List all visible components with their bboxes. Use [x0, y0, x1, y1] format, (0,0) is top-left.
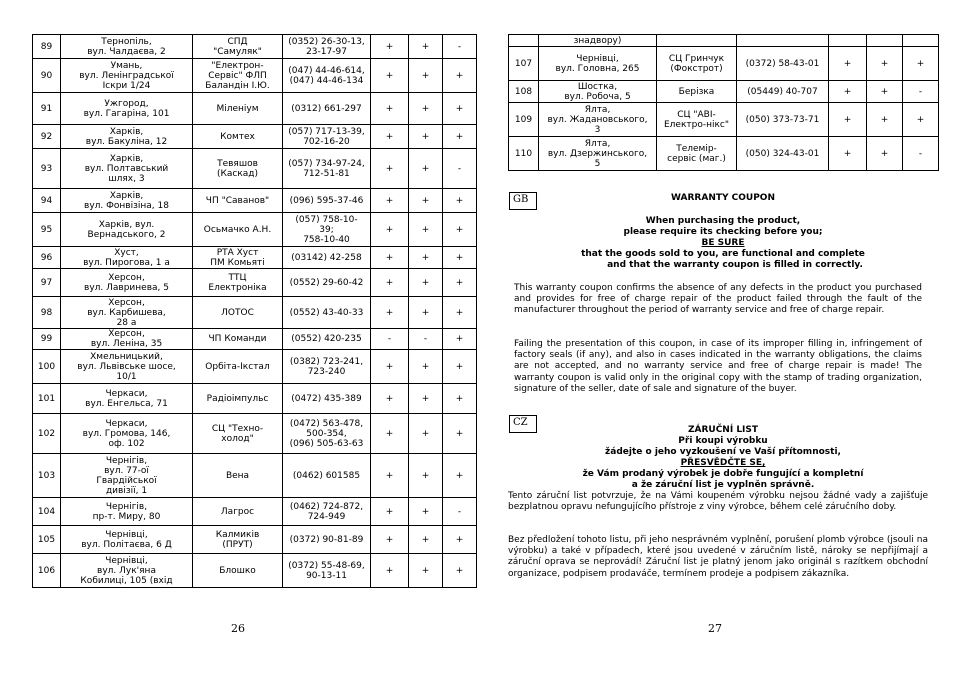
row-number: 106 [33, 554, 61, 588]
row-number: 97 [33, 269, 61, 297]
row-number: 107 [509, 47, 539, 81]
table-row [33, 350, 477, 384]
mark-cell-1: + [829, 103, 867, 137]
row-number: 98 [33, 297, 61, 329]
table-row [509, 81, 939, 103]
center-name-cell: СЦ Гринчук (Фокстрот) [657, 47, 737, 81]
row-number [509, 35, 539, 47]
phone-cell: (03142) 42-258 [283, 247, 371, 269]
row-number: 89 [33, 35, 61, 59]
table-row [33, 297, 477, 329]
row-number: 109 [509, 103, 539, 137]
mark-cell-3: + [443, 213, 477, 247]
mark-cell-2: + [409, 526, 443, 554]
row-number: 94 [33, 189, 61, 213]
gb-line5: and that the warranty coupon is filled in correctly. [607, 260, 863, 270]
mark-cell-3 [903, 35, 939, 47]
table-row [33, 59, 477, 93]
row-number: 100 [33, 350, 61, 384]
center-name-cell: РТА Хуст ПМ Комьяті [193, 247, 283, 269]
mark-cell-2: + [409, 384, 443, 414]
mark-cell-3: - [903, 137, 939, 171]
mark-cell-2: + [409, 59, 443, 93]
service-centers-table-left [32, 34, 477, 588]
table-row [33, 93, 477, 125]
mark-cell-1: + [371, 247, 409, 269]
center-name-cell: Блошко [193, 554, 283, 588]
row-number: 108 [509, 81, 539, 103]
table-row [33, 213, 477, 247]
phone-cell: (0552) 43-40-33 [283, 297, 371, 329]
mark-cell-1: - [371, 329, 409, 350]
phone-cell: (0352) 26-30-13, 23-17-97 [283, 35, 371, 59]
mark-cell-2 [867, 35, 903, 47]
center-name-cell: Телемір- сервіс (маг.) [657, 137, 737, 171]
center-name-cell: СПД "Самуляк" [193, 35, 283, 59]
row-number: 91 [33, 93, 61, 125]
cz-paragraph-2: Bez předložení tohoto listu, při jeho nesprávném vyplnění, porušení plomb výrobce (jsouli na výrobku) a také v případech, které jsou uvedené v záručním listě, nároky se nepřijímají a záruční oprava se neprovádí! Záruční list je platný jenom jako originál s razítkem obchodní organizace, podpisem prodaváče, termínem prodeje a podpisem zákazníka. [508, 535, 928, 579]
table-row [33, 125, 477, 149]
mark-cell-2: - [409, 329, 443, 350]
row-number: 99 [33, 329, 61, 350]
center-name-cell: Радіоімпульс [193, 384, 283, 414]
mark-cell-1: + [371, 189, 409, 213]
address-cell: Тернопіль, вул. Чалдаєва, 2 [61, 35, 193, 59]
mark-cell-3: + [903, 47, 939, 81]
mark-cell-1: + [829, 81, 867, 103]
mark-cell-1: + [829, 137, 867, 171]
address-cell: Херсон, вул. Лавринева, 5 [61, 269, 193, 297]
gb-line2: please require its checking before you; [623, 227, 823, 237]
mark-cell-2: + [409, 350, 443, 384]
mark-cell-3: + [443, 125, 477, 149]
phone-cell: (0552) 29-60-42 [283, 269, 371, 297]
table-row [33, 35, 477, 59]
mark-cell-2: + [409, 554, 443, 588]
center-name-cell: Лагрос [193, 498, 283, 526]
mark-cell-2: + [409, 93, 443, 125]
phone-cell: (0312) 661-297 [283, 93, 371, 125]
mark-cell-3: - [443, 498, 477, 526]
mark-cell-2: + [867, 81, 903, 103]
mark-cell-1: + [371, 125, 409, 149]
phone-cell: (050) 324-43-01 [737, 137, 829, 171]
table-row [509, 103, 939, 137]
mark-cell-1: + [371, 454, 409, 498]
table-row [509, 137, 939, 171]
center-name-cell: Міленіум [193, 93, 283, 125]
mark-cell-2: + [409, 35, 443, 59]
center-name-cell: ЧП "Саванов" [193, 189, 283, 213]
mark-cell-3: + [443, 454, 477, 498]
cz-line2: žádejte o jeho vyzkoušení ve Vaší přítomnosti, [605, 447, 841, 457]
mark-cell-3: - [443, 35, 477, 59]
cz-presvedcte: PŘESVĚDČTE SE, [680, 458, 766, 468]
mark-cell-3: + [443, 269, 477, 297]
center-name-cell: ЧП Команди [193, 329, 283, 350]
phone-cell: (0372) 90-81-89 [283, 526, 371, 554]
row-number: 92 [33, 125, 61, 149]
mark-cell-1: + [371, 297, 409, 329]
address-cell: Черкаси, вул. Громова, 146, оф. 102 [61, 414, 193, 454]
phone-cell: (0372) 55-48-69, 90-13-11 [283, 554, 371, 588]
mark-cell-2: + [409, 297, 443, 329]
address-cell: Чернігів, пр-т. Миру, 80 [61, 498, 193, 526]
address-cell: Чернівці, вул. Головна, 265 [539, 47, 657, 81]
table-row [33, 454, 477, 498]
page-number-left: 26 [231, 622, 245, 635]
center-name-cell: Тевяшов (Каскад) [193, 149, 283, 189]
table-row [509, 47, 939, 81]
cz-title: ZÁRUČNÍ LIST [687, 425, 759, 435]
cz-language-box: CZ [509, 415, 537, 433]
mark-cell-2: + [409, 498, 443, 526]
phone-cell: (057) 734-97-24, 712-51-81 [283, 149, 371, 189]
gb-paragraph-2: Failing the presentation of this coupon, in case of its improper filling in, infringement of factory seals (if any), and also in cases indicated in the warranty obligations, the claims are not accepted, and no warranty service and free of charge repair is made! The warranty coupon is valid only in the original copy with the stamp of trading organization, signature of the seller, date of sale and signature of the buyer. [514, 339, 922, 394]
address-cell: Чернівці, вул. Політаєва, 6 Д [61, 526, 193, 554]
mark-cell-3: + [443, 526, 477, 554]
phone-cell: (096) 595-37-46 [283, 189, 371, 213]
address-cell: Чернігів, вул. 77-ої Гвардійської дивізії, 1 [61, 454, 193, 498]
phone-cell: (047) 44-46-614, (047) 44-46-134 [283, 59, 371, 93]
mark-cell-3: + [443, 329, 477, 350]
gb-title: WARRANTY COUPON [671, 193, 775, 203]
phone-cell: (0382) 723-241, 723-240 [283, 350, 371, 384]
center-name-cell: Вена [193, 454, 283, 498]
mark-cell-1: + [371, 526, 409, 554]
mark-cell-1: + [371, 93, 409, 125]
table-row [33, 414, 477, 454]
mark-cell-3: + [443, 350, 477, 384]
mark-cell-1: + [371, 59, 409, 93]
center-name-cell: ТТЦ Електроніка [193, 269, 283, 297]
address-cell: Харків, вул. Полтавський шлях, 3 [61, 149, 193, 189]
mark-cell-2: + [409, 269, 443, 297]
mark-cell-2: + [409, 247, 443, 269]
row-number: 110 [509, 137, 539, 171]
center-name-cell: ЛОТОС [193, 297, 283, 329]
address-cell: Умань, вул. Ленінградської Іскри 1/24 [61, 59, 193, 93]
table-row [33, 498, 477, 526]
gb-paragraph-1: This warranty coupon confirms the absence of any defects in the product you purchased and provides for free of charge repair of the product failed through the fault of the manufacturer throughout the period of warranty service and free of charge repair. [514, 283, 922, 316]
mark-cell-1: + [371, 269, 409, 297]
table-row [33, 554, 477, 588]
address-cell: Харків, вул. Вернадського, 2 [61, 213, 193, 247]
address-cell: Хмельницький, вул. Львівське шосе, 10/1 [61, 350, 193, 384]
address-cell: знадвору) [539, 35, 657, 47]
mark-cell-3: + [443, 93, 477, 125]
phone-cell: (057) 758-10- 39; 758-10-40 [283, 213, 371, 247]
mark-cell-2: + [867, 137, 903, 171]
mark-cell-1: + [371, 35, 409, 59]
address-cell: Шостка, вул. Робоча, 5 [539, 81, 657, 103]
mark-cell-3: - [443, 149, 477, 189]
center-name-cell: Комтех [193, 125, 283, 149]
mark-cell-1: + [371, 498, 409, 526]
address-cell: Черкаси, вул. Енгельса, 71 [61, 384, 193, 414]
mark-cell-1 [829, 35, 867, 47]
center-name-cell: Калмиків (ПРУТ) [193, 526, 283, 554]
cz-line1: Při koupi výrobku [678, 436, 768, 446]
phone-cell: (0462) 601585 [283, 454, 371, 498]
row-number: 96 [33, 247, 61, 269]
mark-cell-3: + [443, 297, 477, 329]
phone-cell: (050) 373-73-71 [737, 103, 829, 137]
gb-line1: When purchasing the product, [645, 216, 801, 226]
row-number: 101 [33, 384, 61, 414]
table-row [33, 247, 477, 269]
mark-cell-3: + [443, 384, 477, 414]
phone-cell: (05449) 40-707 [737, 81, 829, 103]
mark-cell-3: + [443, 554, 477, 588]
mark-cell-1: + [371, 149, 409, 189]
row-number: 90 [33, 59, 61, 93]
service-centers-table-right [508, 34, 939, 171]
table-row [33, 329, 477, 350]
phone-cell: (057) 717-13-39, 702-16-20 [283, 125, 371, 149]
mark-cell-1: + [371, 554, 409, 588]
gb-be-sure: BE SURE [701, 238, 745, 248]
mark-cell-2: + [867, 47, 903, 81]
center-name-cell: Орбіта-Ікстал [193, 350, 283, 384]
page-number-right: 27 [708, 622, 722, 635]
address-cell: Чернівці, вул. Лук'яна Кобилиці, 105 (вхід [61, 554, 193, 588]
row-number: 104 [33, 498, 61, 526]
row-number: 93 [33, 149, 61, 189]
center-name-cell [657, 35, 737, 47]
mark-cell-3: + [903, 103, 939, 137]
mark-cell-1: + [829, 47, 867, 81]
address-cell: Ялта, вул. Дзержинського, 5 [539, 137, 657, 171]
address-cell: Херсон, вул. Карбишева, 28 а [61, 297, 193, 329]
row-number: 103 [33, 454, 61, 498]
address-cell: Херсон, вул. Леніна, 35 [61, 329, 193, 350]
center-name-cell: СЦ "АВІ- Електро-нікс" [657, 103, 737, 137]
center-name-cell: Осьмачко А.Н. [193, 213, 283, 247]
mark-cell-3: + [443, 414, 477, 454]
table-row [509, 35, 939, 47]
table-row [33, 384, 477, 414]
cz-line5: a že záruční list je vyplněn správně. [631, 480, 815, 490]
row-number: 102 [33, 414, 61, 454]
address-cell: Ялта, вул. Жадановського, 3 [539, 103, 657, 137]
mark-cell-2: + [409, 213, 443, 247]
gb-line4: that the goods sold to you, are functional and complete [581, 249, 865, 259]
mark-cell-3: + [443, 247, 477, 269]
gb-language-box: GB [509, 192, 537, 210]
phone-cell: (0472) 435-389 [283, 384, 371, 414]
table-row [33, 189, 477, 213]
phone-cell: (0462) 724-872, 724-949 [283, 498, 371, 526]
mark-cell-2: + [409, 189, 443, 213]
phone-cell: (0372) 58-43-01 [737, 47, 829, 81]
center-name-cell: СЦ "Техно- холод" [193, 414, 283, 454]
mark-cell-3: + [443, 59, 477, 93]
table-row [33, 269, 477, 297]
mark-cell-1: + [371, 350, 409, 384]
center-name-cell: "Електрон- Сервіс" ФЛП Баландін І.Ю. [193, 59, 283, 93]
row-number: 105 [33, 526, 61, 554]
address-cell: Ужгород, вул. Гагаріна, 101 [61, 93, 193, 125]
address-cell: Харків, вул. Бакуліна, 12 [61, 125, 193, 149]
mark-cell-3: - [903, 81, 939, 103]
address-cell: Хуст, вул. Пирогова, 1 а [61, 247, 193, 269]
row-number: 95 [33, 213, 61, 247]
mark-cell-3: + [443, 189, 477, 213]
center-name-cell: Берізка [657, 81, 737, 103]
table-row [33, 149, 477, 189]
mark-cell-1: + [371, 384, 409, 414]
mark-cell-2: + [409, 454, 443, 498]
phone-cell: (0472) 563-478, 500-354, (096) 505-63-63 [283, 414, 371, 454]
mark-cell-2: + [409, 414, 443, 454]
mark-cell-2: + [409, 125, 443, 149]
address-cell: Харків, вул. Фонвізіна, 18 [61, 189, 193, 213]
table-row [33, 526, 477, 554]
mark-cell-1: + [371, 213, 409, 247]
mark-cell-2: + [409, 149, 443, 189]
cz-line4: že Vám prodaný výrobek je dobře fungující a kompletní [582, 469, 864, 479]
mark-cell-2: + [867, 103, 903, 137]
mark-cell-1: + [371, 414, 409, 454]
phone-cell [737, 35, 829, 47]
phone-cell: (0552) 420-235 [283, 329, 371, 350]
cz-paragraph-1: Tento záruční list potvrzuje, že na Vámi koupeném výrobku nejsou žádné vady a zajišťuje bezplatnou opravu nefungujícího přístroje z viny výrobce, během celé záručního doby. [508, 491, 928, 513]
